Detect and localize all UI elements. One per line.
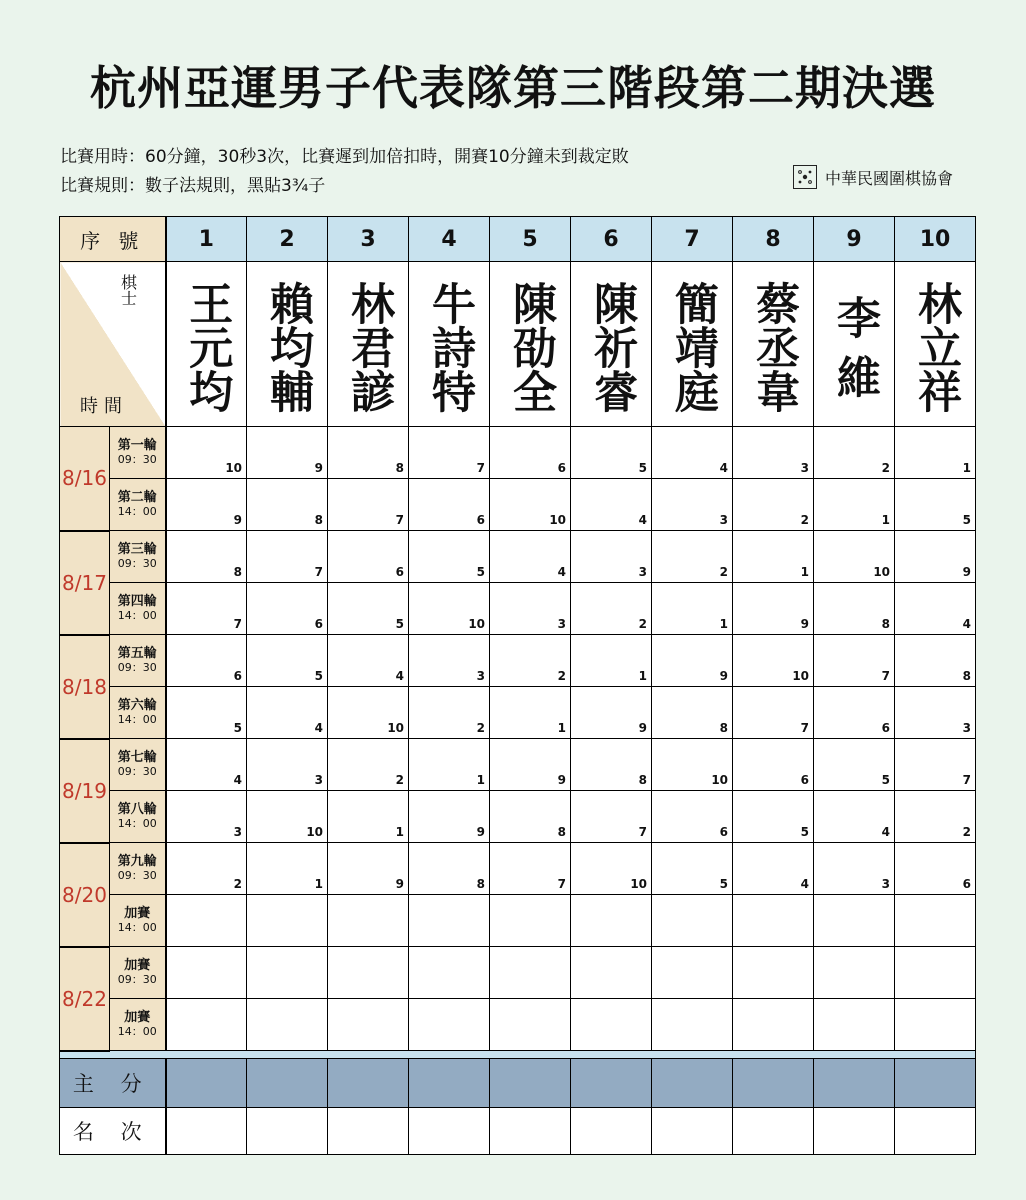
opponent-cell[interactable]: 6 <box>733 739 814 791</box>
opponent-cell[interactable]: 5 <box>814 739 895 791</box>
opponent-cell[interactable]: 2 <box>652 531 733 583</box>
opponent-cell[interactable]: 7 <box>733 687 814 739</box>
opponent-cell[interactable] <box>490 895 571 947</box>
opponent-cell[interactable]: 3 <box>409 635 490 687</box>
player-name: 牛詩特 <box>424 281 476 413</box>
round-time: 09：30 <box>117 660 157 674</box>
opponent-cell[interactable]: 4 <box>247 687 328 739</box>
opponent-cell[interactable]: 3 <box>247 739 328 791</box>
round-time: 09：30 <box>117 972 157 986</box>
round-name: 第三輪 <box>117 541 157 557</box>
opponent-cell[interactable]: 5 <box>571 427 652 479</box>
opponent-cell[interactable]: 1 <box>247 843 328 895</box>
opponent-cell[interactable]: 10 <box>652 739 733 791</box>
rank-row <box>60 1107 976 1154</box>
opponent-cell[interactable]: 3 <box>166 791 247 843</box>
player-number: 9 <box>814 217 895 262</box>
opponent-cell[interactable] <box>328 999 409 1051</box>
opponent-cell[interactable] <box>814 947 895 999</box>
opponent-cell[interactable]: 5 <box>328 583 409 635</box>
player-name: 王元均 <box>181 281 233 413</box>
opponent-cell[interactable]: 5 <box>409 531 490 583</box>
opponent-cell[interactable]: 8 <box>247 479 328 531</box>
round-row <box>60 999 976 1051</box>
round-time: 14：00 <box>117 1024 157 1038</box>
opponent-cell[interactable]: 10 <box>733 635 814 687</box>
round-name: 第六輪 <box>117 697 157 713</box>
round-row <box>60 479 976 531</box>
score-label: 主 分 <box>60 1058 166 1107</box>
opponent-cell[interactable] <box>166 999 247 1051</box>
round-row <box>60 531 976 583</box>
association-logo-icon <box>793 165 817 189</box>
date-cell: 8/17 <box>60 531 110 635</box>
opponent-cell[interactable]: 10 <box>247 791 328 843</box>
header-diagonal-cell <box>60 262 166 427</box>
score-cell[interactable] <box>895 1058 976 1107</box>
player-number: 5 <box>490 217 571 262</box>
opponent-cell[interactable]: 6 <box>652 791 733 843</box>
opponent-cell[interactable] <box>571 999 652 1051</box>
rank-cell[interactable] <box>814 1107 895 1154</box>
score-cell[interactable] <box>814 1058 895 1107</box>
opponent-cell[interactable] <box>409 947 490 999</box>
opponent-cell[interactable]: 4 <box>814 791 895 843</box>
round-cell <box>110 947 166 999</box>
opponent-cell[interactable]: 2 <box>571 583 652 635</box>
opponent-cell[interactable]: 8 <box>814 583 895 635</box>
score-cell[interactable] <box>247 1058 328 1107</box>
opponent-cell[interactable] <box>733 999 814 1051</box>
opponent-cell[interactable]: 8 <box>166 531 247 583</box>
opponent-cell[interactable] <box>895 999 976 1051</box>
round-cell <box>110 583 166 635</box>
opponent-cell[interactable]: 6 <box>490 427 571 479</box>
player-number: 6 <box>571 217 652 262</box>
player-name: 陳劭全 <box>505 281 557 413</box>
opponent-cell[interactable]: 2 <box>895 791 976 843</box>
round-cell <box>110 739 166 791</box>
player-name: 李 維 <box>829 295 881 399</box>
opponent-cell[interactable]: 3 <box>652 479 733 531</box>
round-name: 第一輪 <box>117 437 157 453</box>
round-cell <box>110 895 166 947</box>
opponent-cell[interactable] <box>247 947 328 999</box>
opponent-cell[interactable] <box>652 947 733 999</box>
player-axis-label: 棋士 <box>118 274 138 306</box>
opponent-cell[interactable]: 9 <box>652 635 733 687</box>
opponent-cell[interactable] <box>409 999 490 1051</box>
opponent-cell[interactable]: 4 <box>490 531 571 583</box>
opponent-cell[interactable]: 9 <box>733 583 814 635</box>
date-cell: 8/16 <box>60 427 110 531</box>
opponent-cell[interactable]: 9 <box>328 843 409 895</box>
opponent-cell[interactable]: 3 <box>571 531 652 583</box>
opponent-cell[interactable]: 9 <box>166 479 247 531</box>
opponent-cell[interactable]: 8 <box>409 843 490 895</box>
opponent-cell[interactable] <box>328 947 409 999</box>
round-name: 第八輪 <box>117 801 157 817</box>
player-names-row <box>60 262 976 427</box>
opponent-cell[interactable]: 1 <box>328 791 409 843</box>
round-time: 14：00 <box>117 608 157 622</box>
player-name: 林君諺 <box>343 281 395 413</box>
round-name: 第四輪 <box>117 593 157 609</box>
player-name-cell <box>328 262 409 427</box>
opponent-cell[interactable]: 10 <box>490 479 571 531</box>
opponent-cell[interactable]: 10 <box>166 427 247 479</box>
player-name: 林立祥 <box>910 281 962 413</box>
opponent-cell[interactable]: 6 <box>247 583 328 635</box>
round-time: 09：30 <box>117 764 157 778</box>
rank-label: 名 次 <box>60 1107 166 1154</box>
opponent-cell[interactable] <box>814 895 895 947</box>
time-rule: 比賽用時：60分鐘，30秒3次，比賽遲到加倍扣時，開賽10分鐘未到裁定敗 <box>60 147 629 167</box>
opponent-cell[interactable] <box>490 999 571 1051</box>
rank-cell[interactable] <box>733 1107 814 1154</box>
round-cell <box>110 687 166 739</box>
score-cell[interactable] <box>490 1058 571 1107</box>
opponent-cell[interactable]: 1 <box>814 479 895 531</box>
round-cell <box>110 479 166 531</box>
date-cell: 8/22 <box>60 947 110 1051</box>
round-name: 第七輪 <box>117 749 157 765</box>
opponent-cell[interactable] <box>652 999 733 1051</box>
player-number: 4 <box>409 217 490 262</box>
opponent-cell[interactable]: 1 <box>409 739 490 791</box>
score-cell[interactable] <box>328 1058 409 1107</box>
opponent-cell[interactable]: 4 <box>895 583 976 635</box>
pairing-table <box>59 216 976 1155</box>
player-number: 10 <box>895 217 976 262</box>
opponent-cell[interactable]: 4 <box>328 635 409 687</box>
rank-cell[interactable] <box>166 1107 247 1154</box>
rank-cell[interactable] <box>571 1107 652 1154</box>
opponent-cell[interactable]: 1 <box>490 687 571 739</box>
player-name: 陳祈睿 <box>586 281 638 413</box>
rank-cell[interactable] <box>895 1107 976 1154</box>
rank-cell[interactable] <box>490 1107 571 1154</box>
round-cell <box>110 843 166 895</box>
player-name-cell <box>166 262 247 427</box>
round-name: 第二輪 <box>117 489 157 505</box>
opponent-cell[interactable] <box>166 947 247 999</box>
round-row <box>60 947 976 999</box>
opponent-cell[interactable]: 3 <box>895 687 976 739</box>
round-time: 14：00 <box>117 816 157 830</box>
player-name-cell <box>247 262 328 427</box>
opponent-cell[interactable] <box>490 947 571 999</box>
opponent-cell[interactable]: 5 <box>166 687 247 739</box>
opponent-cell[interactable]: 6 <box>814 687 895 739</box>
round-name: 加賽 <box>124 957 151 973</box>
score-row <box>60 1058 976 1107</box>
round-name: 第五輪 <box>117 645 157 661</box>
opponent-cell[interactable] <box>571 895 652 947</box>
round-time: 14：00 <box>117 712 157 726</box>
round-cell <box>110 635 166 687</box>
rank-cell[interactable] <box>247 1107 328 1154</box>
opponent-cell[interactable]: 6 <box>328 531 409 583</box>
opponent-cell[interactable] <box>814 999 895 1051</box>
opponent-cell[interactable]: 1 <box>652 583 733 635</box>
opponent-cell[interactable]: 3 <box>814 843 895 895</box>
rank-cell[interactable] <box>409 1107 490 1154</box>
opponent-cell[interactable]: 2 <box>166 843 247 895</box>
round-time: 09：30 <box>117 868 157 882</box>
round-time: 09：30 <box>117 556 157 570</box>
score-cell[interactable] <box>733 1058 814 1107</box>
round-time: 09：30 <box>117 452 157 466</box>
opponent-cell[interactable]: 8 <box>895 635 976 687</box>
opponent-cell[interactable]: 8 <box>490 791 571 843</box>
round-name: 加賽 <box>124 905 151 921</box>
opponent-cell[interactable]: 6 <box>409 479 490 531</box>
player-name-cell <box>814 262 895 427</box>
seq-label: 序 號 <box>60 217 166 262</box>
round-row <box>60 895 976 947</box>
round-cell <box>110 427 166 479</box>
organization <box>793 165 953 189</box>
player-name-cell <box>409 262 490 427</box>
opponent-cell[interactable]: 8 <box>571 739 652 791</box>
opponent-cell[interactable]: 4 <box>166 739 247 791</box>
date-cell: 8/19 <box>60 739 110 843</box>
round-row <box>60 739 976 791</box>
opponent-cell[interactable] <box>895 947 976 999</box>
opponent-cell[interactable]: 2 <box>490 635 571 687</box>
header-row <box>60 217 976 262</box>
rank-cell[interactable] <box>328 1107 409 1154</box>
opponent-cell[interactable]: 4 <box>733 843 814 895</box>
player-number: 8 <box>733 217 814 262</box>
player-name-cell <box>895 262 976 427</box>
player-name: 賴均輔 <box>262 281 314 413</box>
opponent-cell[interactable] <box>328 895 409 947</box>
opponent-cell[interactable]: 2 <box>814 427 895 479</box>
opponent-cell[interactable]: 3 <box>490 583 571 635</box>
date-cell: 8/18 <box>60 635 110 739</box>
date-cell: 8/20 <box>60 843 110 947</box>
opponent-cell[interactable]: 2 <box>733 479 814 531</box>
round-name: 第九輪 <box>117 853 157 869</box>
opponent-cell[interactable]: 9 <box>247 427 328 479</box>
opponent-cell[interactable]: 5 <box>652 843 733 895</box>
page-title: 杭州亞運男子代表隊第三階段第二期決選 <box>90 61 936 115</box>
opponent-cell[interactable]: 4 <box>571 479 652 531</box>
opponent-cell[interactable]: 7 <box>895 739 976 791</box>
opponent-cell[interactable]: 9 <box>895 531 976 583</box>
opponent-cell[interactable]: 7 <box>814 635 895 687</box>
opponent-cell[interactable]: 4 <box>652 427 733 479</box>
player-name-cell <box>490 262 571 427</box>
score-cell[interactable] <box>166 1058 247 1107</box>
opponent-cell[interactable]: 7 <box>247 531 328 583</box>
player-number: 2 <box>247 217 328 262</box>
opponent-cell[interactable] <box>409 895 490 947</box>
round-time: 14：00 <box>117 504 157 518</box>
player-number: 7 <box>652 217 733 262</box>
opponent-cell[interactable]: 8 <box>328 427 409 479</box>
player-name: 簡靖庭 <box>667 281 719 413</box>
round-row <box>60 791 976 843</box>
score-cell[interactable] <box>652 1058 733 1107</box>
opponent-cell[interactable]: 9 <box>409 791 490 843</box>
opponent-cell[interactable]: 10 <box>814 531 895 583</box>
player-number: 3 <box>328 217 409 262</box>
player-name: 蔡丞韋 <box>748 281 800 413</box>
opponent-cell[interactable]: 1 <box>733 531 814 583</box>
player-name-cell <box>571 262 652 427</box>
score-cell[interactable] <box>409 1058 490 1107</box>
opponent-cell[interactable]: 7 <box>409 427 490 479</box>
opponent-cell[interactable]: 7 <box>490 843 571 895</box>
rank-cell[interactable] <box>652 1107 733 1154</box>
opponent-cell[interactable]: 7 <box>328 479 409 531</box>
round-row <box>60 583 976 635</box>
opponent-cell[interactable]: 9 <box>571 687 652 739</box>
opponent-cell[interactable]: 10 <box>328 687 409 739</box>
opponent-cell[interactable]: 8 <box>652 687 733 739</box>
opponent-cell[interactable]: 5 <box>247 635 328 687</box>
opponent-cell[interactable]: 5 <box>733 791 814 843</box>
round-cell <box>110 791 166 843</box>
opponent-cell[interactable]: 10 <box>571 843 652 895</box>
opponent-cell[interactable]: 6 <box>166 635 247 687</box>
opponent-cell[interactable] <box>733 947 814 999</box>
opponent-cell[interactable] <box>166 895 247 947</box>
round-row <box>60 427 976 479</box>
score-cell[interactable] <box>571 1058 652 1107</box>
opponent-cell[interactable]: 9 <box>490 739 571 791</box>
opponent-cell[interactable]: 10 <box>409 583 490 635</box>
round-name: 加賽 <box>124 1009 151 1025</box>
round-cell <box>110 999 166 1051</box>
opponent-cell[interactable]: 1 <box>895 427 976 479</box>
round-cell <box>110 531 166 583</box>
opponent-cell[interactable]: 2 <box>409 687 490 739</box>
opponent-cell[interactable] <box>652 895 733 947</box>
player-number: 1 <box>166 217 247 262</box>
round-time: 14：00 <box>117 920 157 934</box>
player-name-cell <box>733 262 814 427</box>
opponent-cell[interactable]: 3 <box>733 427 814 479</box>
opponent-cell[interactable]: 7 <box>166 583 247 635</box>
round-row <box>60 843 976 895</box>
opponent-cell[interactable]: 7 <box>571 791 652 843</box>
round-row <box>60 635 976 687</box>
round-row <box>60 687 976 739</box>
organization-name: 中華民國圍棋協會 <box>825 168 954 188</box>
opponent-cell[interactable] <box>247 895 328 947</box>
opponent-cell[interactable] <box>571 947 652 999</box>
divider-row <box>60 1051 976 1059</box>
opponent-cell[interactable]: 2 <box>328 739 409 791</box>
player-name-cell <box>652 262 733 427</box>
opponent-cell[interactable] <box>247 999 328 1051</box>
time-axis-label: 時間 <box>80 396 128 417</box>
game-rule: 比賽規則：數子法規則，黑貼3¾子 <box>60 176 326 196</box>
opponent-cell[interactable]: 5 <box>895 479 976 531</box>
opponent-cell[interactable] <box>733 895 814 947</box>
opponent-cell[interactable]: 1 <box>571 635 652 687</box>
opponent-cell[interactable]: 6 <box>895 843 976 895</box>
opponent-cell[interactable] <box>895 895 976 947</box>
